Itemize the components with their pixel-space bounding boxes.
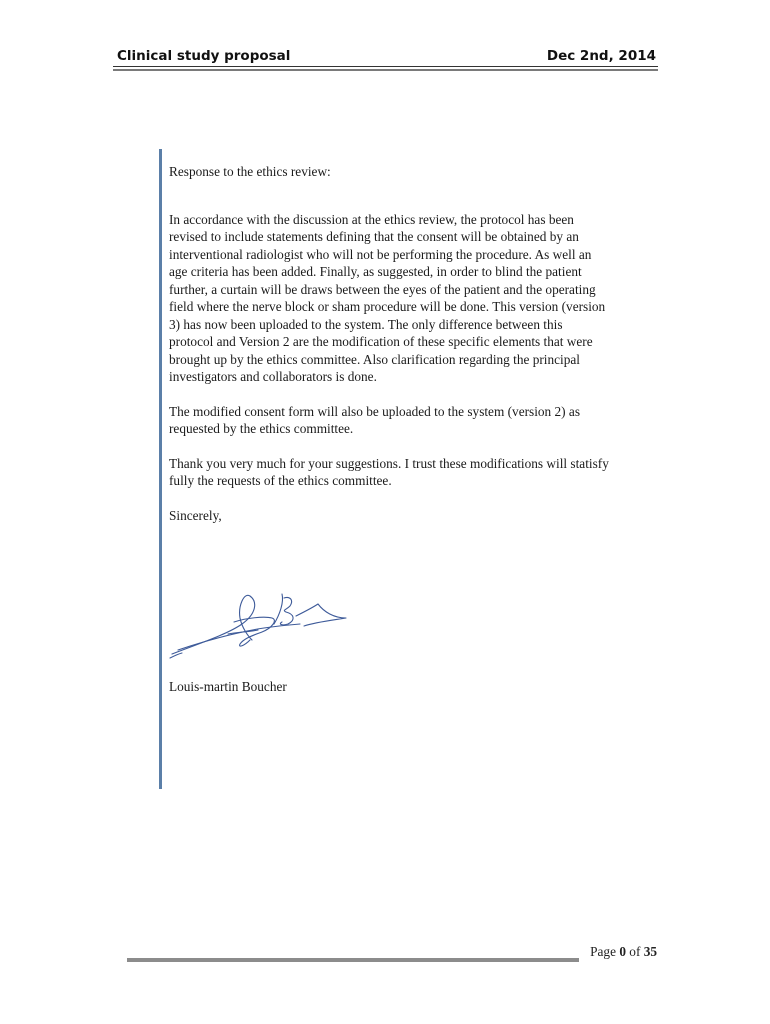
handwritten-signature: [168, 588, 353, 660]
header-divider: [113, 66, 658, 71]
letter-greeting: Response to the ethics review:: [169, 164, 331, 179]
letter-signer-name: Louis-martin Boucher: [169, 679, 287, 694]
document-header-date: Dec 2nd, 2014: [546, 48, 656, 64]
page-total: 35: [643, 944, 657, 959]
page-current: 0: [619, 944, 626, 959]
letter-body: [169, 163, 609, 524]
letter-accent-bar: [159, 149, 162, 789]
letter-paragraph-2: The modified consent form will also be uploaded to the system (version 2) as requested by the ethics committee.: [169, 403, 581, 436]
letter-closing: Sincerely,: [169, 507, 222, 523]
page-of: of: [629, 944, 641, 959]
footer-divider: [127, 958, 579, 962]
page-number: [590, 944, 657, 960]
document-header-title: Clinical study proposal: [117, 48, 291, 64]
letter-paragraph-3: Thank you very much for your suggestions. I trust these modifications will statisfy fully the requests of the ethics committee.: [169, 455, 609, 488]
letter-paragraph-1: In accordance with the discussion at the ethics review, the protocol has been revised to include statements defining that the consent will be obtained by an interventional radiologist who will not be performing the procedure. As well an age criteria has been added. Finally, as suggested, in order to blind the patient further, a curtain will be draws between the eyes of the patient and the operating field where the nerve block or sham procedure will be done. This version (version 3) has now been uploaded to the system. The only difference between this protocol and Version 2 are the modification of these specific elements that were brought up by the ethics committee. Also clarification regarding the principal investigators and collaborators is done.: [169, 211, 606, 384]
page-label: Page: [590, 944, 616, 959]
